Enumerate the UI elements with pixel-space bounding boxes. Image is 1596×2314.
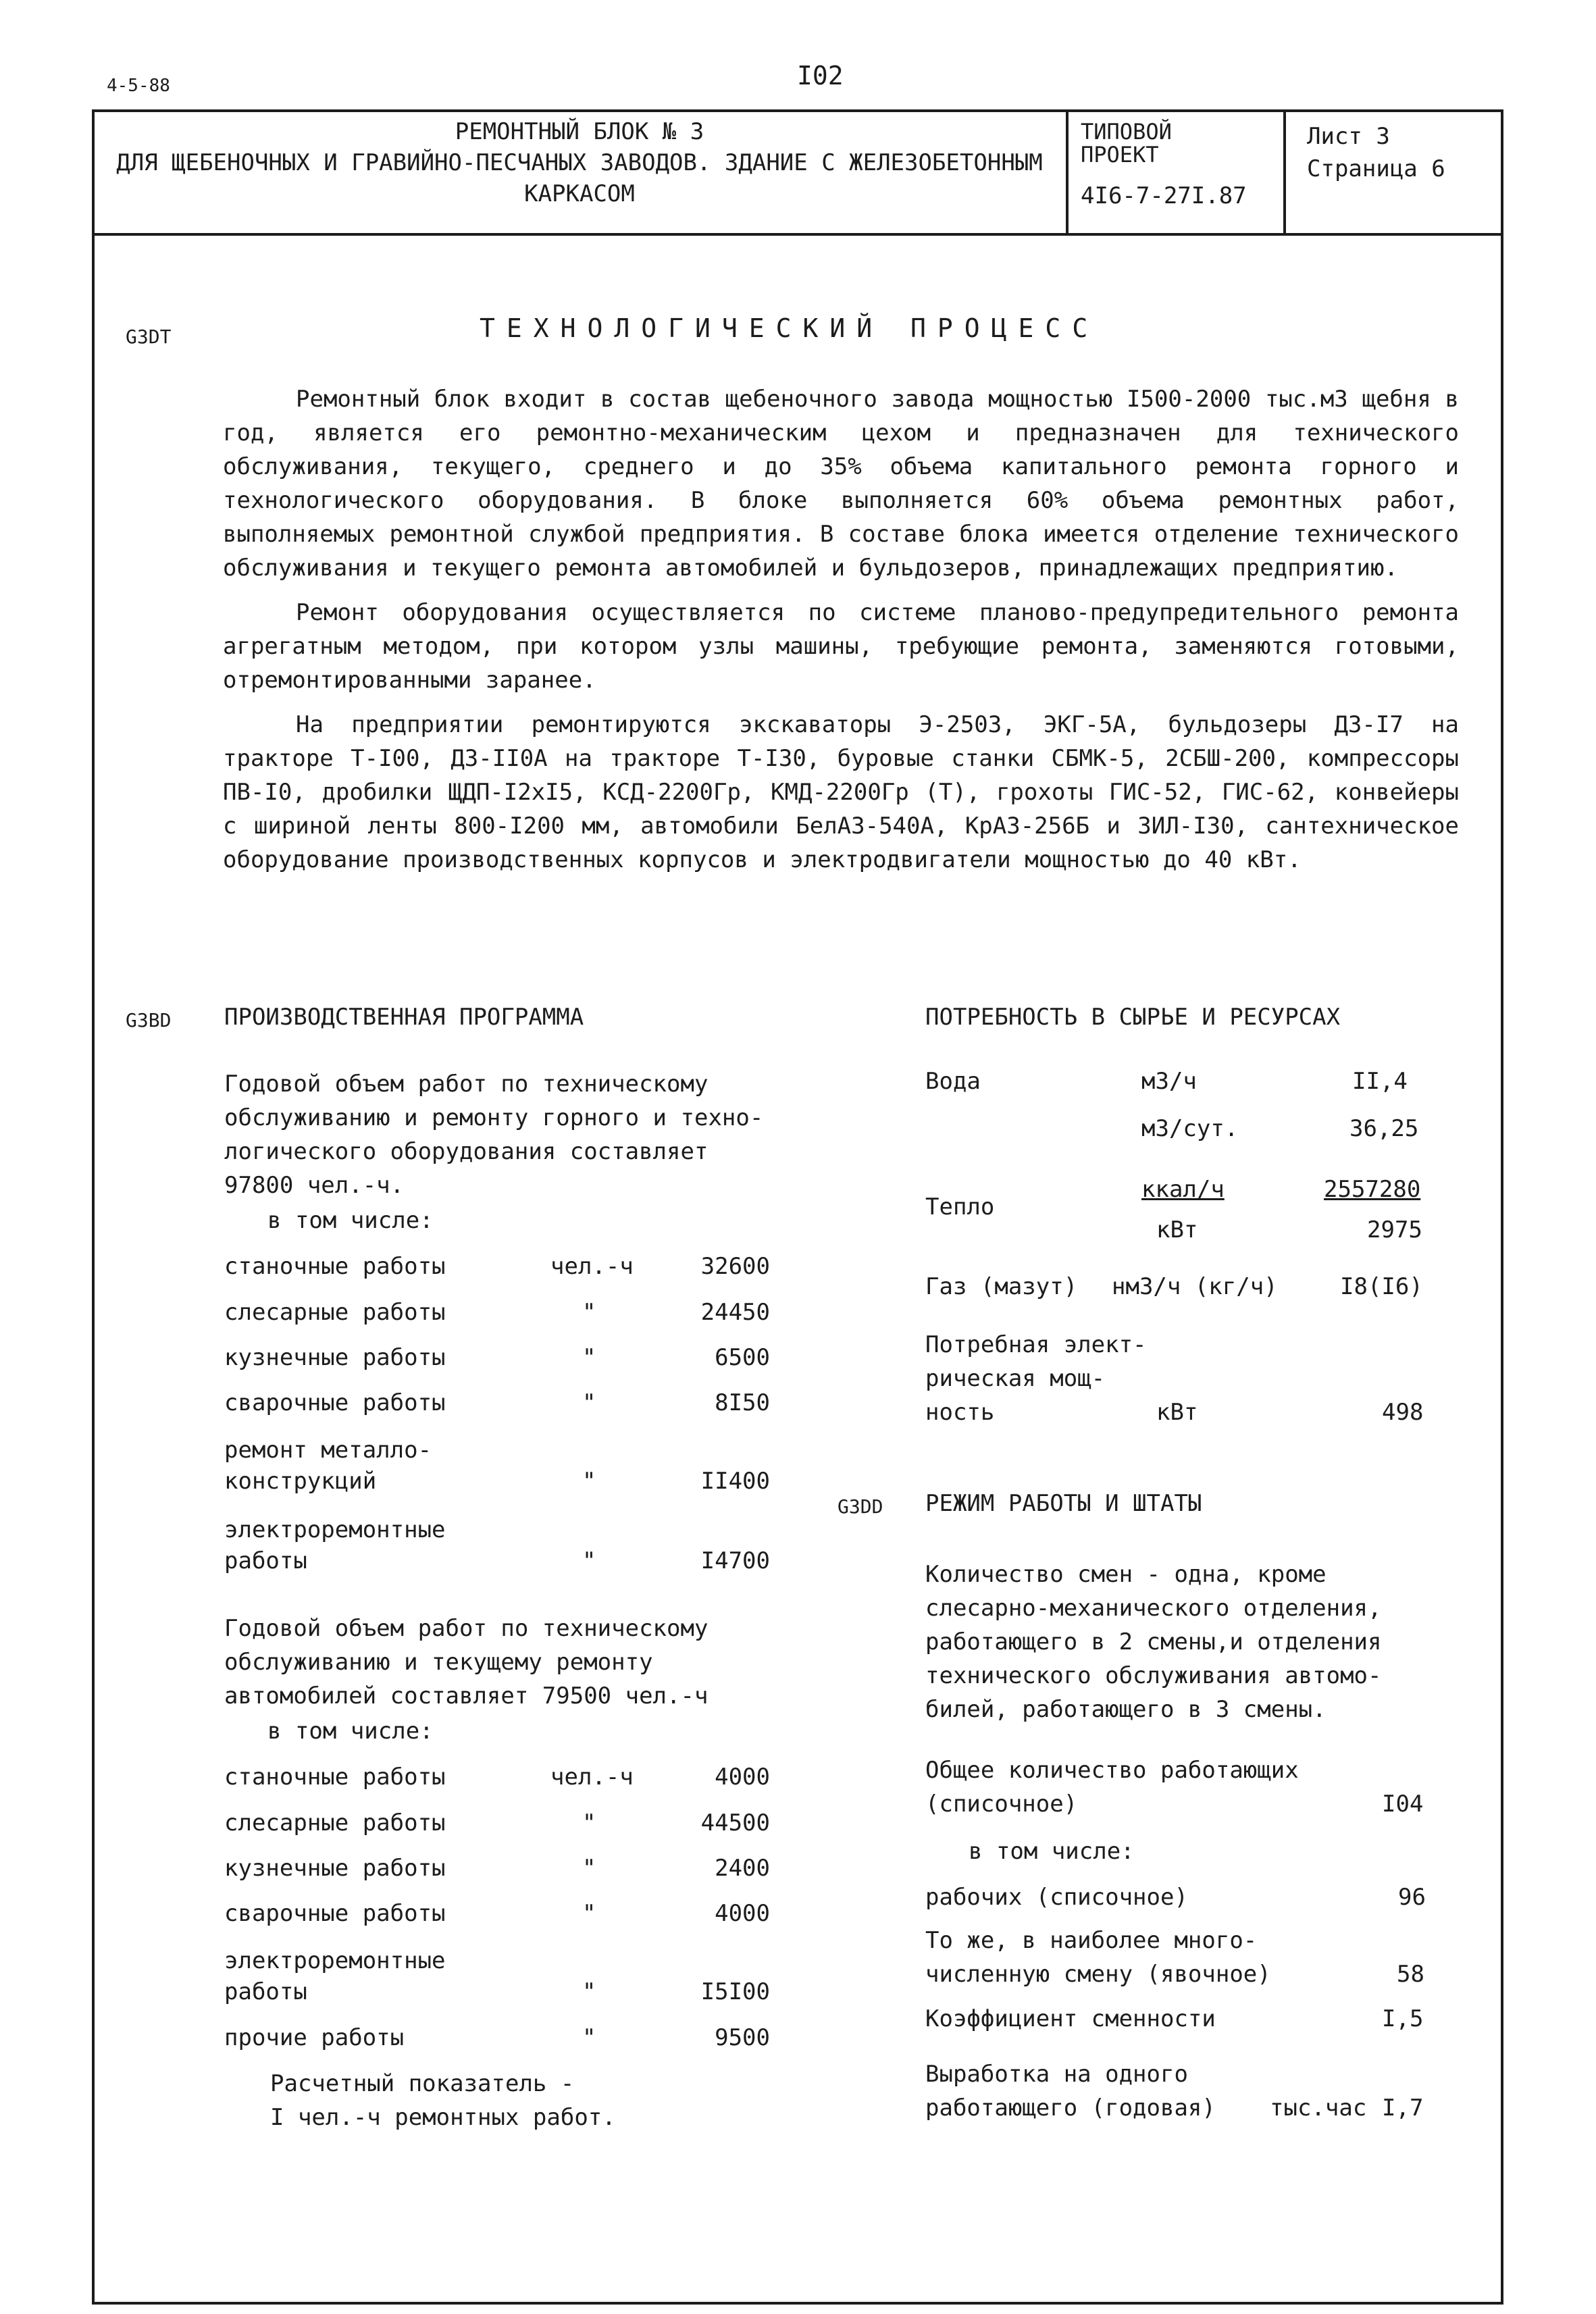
project-label-line: ПРОЕКТ — [1081, 142, 1159, 168]
gas-label: Газ (мазут) — [925, 1273, 1078, 1300]
section-heading: ТЕХНОЛОГИЧЕСКИЙ ПРОЦЕСС — [480, 313, 1100, 343]
max-shift-label: численную смену (явочное) — [925, 1961, 1271, 1988]
section-code: G3DD — [838, 1495, 883, 1518]
table-row — [0, 2015, 810, 2060]
text-line: рическая мощ- — [925, 1365, 1106, 1392]
heat-unit: кВт — [1156, 1216, 1198, 1243]
title-line: РЕМОНТНЫЙ БЛОК № 3 — [455, 118, 704, 145]
project-label-line: ТИПОВОЙ — [1081, 119, 1172, 145]
work-name: прочие работы — [224, 2024, 405, 2051]
work-value: II400 — [700, 1468, 770, 1495]
table-row — [0, 1801, 810, 1845]
total-label: Общее количество работающих — [925, 1757, 1299, 1784]
text-line: обслуживанию и ремонту горного и техно- — [224, 1104, 764, 1131]
heat-value: 2975 — [1367, 1216, 1422, 1243]
work-value: 24450 — [700, 1299, 770, 1326]
title-block-divider — [92, 233, 1503, 236]
text-line: работающего в 2 смены,и отделения — [925, 1628, 1382, 1655]
tech-process-text — [223, 382, 1459, 877]
paragraph: На предприятии ремонтируются экскаваторы Э-2503, ЭКГ-5А, бульдозеры ДЗ-I7 на тракторе Т-I00, ДЗ-II0А на тракторе Т-I30, буровые станки СБМК-5, 2СБШ-200, компрессоры ПВ-I0, дробилки ЩДП-I2хI5, КСД-2200Гр, КМД-2200Гр (Т), грохоты ГИС-52, ГИС-62, конвейеры с шириной ленты 800-I200 мм, автомобили БелАЗ-540А, КрАЗ-256Б и ЗИЛ-I30, сантехническое оборудование производственных корпусов и электродвигатели мощностью до 40 кВт. — [223, 711, 1459, 873]
work-unit: " — [582, 1855, 596, 1882]
section-code: G3BD — [126, 1009, 172, 1031]
table-row — [0, 1335, 810, 1380]
document-code: 4-5-88 — [107, 76, 170, 96]
text-line: Расчетный показатель - — [270, 2070, 575, 2097]
work-unit: " — [582, 2024, 596, 2051]
text-line: обслуживанию и текущему ремонту — [224, 1649, 653, 1676]
power-label — [925, 1328, 1147, 1429]
work-unit: чел.-ч — [550, 1253, 634, 1280]
output-label: работающего (годовая) — [925, 2094, 1216, 2122]
text-line: Годовой объем работ по техническому — [224, 1071, 709, 1098]
text-line: Потребная элект- — [925, 1331, 1147, 1358]
water-unit: м3/сут. — [1141, 1115, 1239, 1142]
work-name: станочные работы — [224, 1253, 446, 1280]
text-line: I чел.-ч ремонтных работ. — [270, 2104, 616, 2131]
table-row — [0, 1891, 810, 1936]
program-intro-vehicles — [224, 1612, 708, 1713]
work-name: сварочные работы — [224, 1389, 446, 1416]
output-value: I,7 — [1382, 2094, 1424, 2122]
work-name: сварочные работы — [224, 1900, 446, 1927]
work-unit: " — [582, 1299, 596, 1326]
text-line: автомобилей составляет 79500 чел.-ч — [224, 1682, 709, 1709]
page-number: I02 — [797, 61, 844, 91]
calc-indicator — [270, 2067, 616, 2134]
work-name: конструкций — [224, 1468, 377, 1495]
work-value: 6500 — [715, 1344, 770, 1371]
water-unit: м3/ч — [1141, 1068, 1197, 1095]
total-value: I04 — [1382, 1791, 1424, 1818]
section-code: G3DT — [126, 326, 172, 348]
table-row — [0, 1290, 810, 1335]
power-value: 498 — [1382, 1399, 1424, 1426]
work-name: кузнечные работы — [224, 1344, 446, 1371]
work-unit: " — [582, 1389, 596, 1416]
title-line: ДЛЯ ЩЕБЕНОЧНЫХ И ГРАВИЙНО-ПЕСЧАНЫХ ЗАВОДОВ. ЗДАНИЕ С ЖЕЛЕЗОБЕТОННЫМ — [116, 149, 1043, 176]
work-value: 44500 — [700, 1809, 770, 1836]
sheet-number: Лист 3 — [1307, 123, 1390, 150]
sheet-info — [1307, 120, 1445, 185]
work-unit: " — [582, 1547, 596, 1574]
work-unit: " — [582, 1900, 596, 1927]
section-heading: ПОТРЕБНОСТЬ В СЫРЬЕ И РЕСУРСАХ — [925, 1004, 1341, 1031]
heat-value: 2557280 — [1324, 1176, 1421, 1203]
work-unit: чел.-ч — [550, 1764, 634, 1791]
table-row — [0, 1244, 810, 1289]
work-value: 4000 — [715, 1764, 770, 1791]
workers-label: рабочих (списочное) — [925, 1884, 1188, 1911]
title-block-separator — [1066, 109, 1069, 234]
paragraph: Ремонт оборудования осуществляется по системе планово-предупредительного ремонта агрегатным методом, при котором узлы машины, требующие ремонта, заменяются готовыми, отремонтированными заранее. — [223, 599, 1459, 694]
work-value: 8I50 — [715, 1389, 770, 1416]
text-line: слесарно-механического отделения, — [925, 1595, 1382, 1622]
water-value: II,4 — [1352, 1068, 1408, 1095]
work-value: I4700 — [700, 1547, 770, 1574]
text-line: ность — [925, 1399, 995, 1426]
work-name: кузнечные работы — [224, 1855, 446, 1882]
gas-value: I8(I6) — [1340, 1273, 1423, 1300]
work-value: I5I00 — [700, 1978, 770, 2005]
table-row — [0, 1846, 810, 1891]
power-unit: кВт — [1156, 1399, 1198, 1426]
work-value: 4000 — [715, 1900, 770, 1927]
table-row — [0, 1970, 810, 2014]
text-line: Количество смен - одна, кроме — [925, 1561, 1327, 1588]
section-heading: РЕЖИМ РАБОТЫ И ШТАТЫ — [925, 1490, 1202, 1517]
coef-label: Коэффициент сменности — [925, 2005, 1216, 2032]
shifts-text — [925, 1558, 1382, 1726]
section-heading: ПРОИЗВОДСТВЕННАЯ ПРОГРАММА — [224, 1004, 584, 1031]
heat-unit: ккал/ч — [1141, 1176, 1225, 1203]
gas-unit: нм3/ч (кг/ч) — [1112, 1273, 1278, 1300]
project-code: 4I6-7-27I.87 — [1081, 182, 1247, 209]
workers-value: 96 — [1398, 1884, 1426, 1911]
water-value: 36,25 — [1349, 1115, 1419, 1142]
work-name: станочные работы — [224, 1764, 446, 1791]
max-shift-value: 58 — [1397, 1961, 1424, 1988]
paragraph: Ремонтный блок входит в состав щебеночного завода мощностью I500-2000 тыс.м3 щебня в год, является его ремонтно-механическим цехом и предназначен для технического обслуживания, текущего, среднего и до 35% объема капитального ремонта горного и технологического оборудования. В блоке выполняется 60% объема ремонтных работ, выполняемых ремонтной службой предприятия. В составе блока имеется отделение технического обслуживания и текущего ремонта автомобилей и бульдозеров, принадлежащих предприятию. — [223, 386, 1459, 582]
work-name: электроремонтные — [224, 1947, 446, 1974]
text-line: логического оборудования составляет — [224, 1138, 709, 1165]
water-label: Вода — [925, 1068, 981, 1095]
table-row — [0, 1459, 810, 1503]
in-total-label: в том числе: — [267, 1207, 434, 1234]
work-name: слесарные работы — [224, 1299, 446, 1326]
project-label — [1081, 120, 1172, 166]
work-unit: " — [582, 1344, 596, 1371]
work-name: ремонт металло- — [224, 1437, 432, 1464]
work-unit: " — [582, 1468, 596, 1495]
output-label: Выработка на одного — [925, 2061, 1188, 2088]
work-name: работы — [224, 1978, 307, 2005]
text-line: 97800 чел.-ч. — [224, 1172, 405, 1199]
table-row — [0, 1755, 810, 1799]
coef-value: I,5 — [1382, 2005, 1424, 2032]
work-unit: " — [582, 1978, 596, 2005]
work-name: электроремонтные — [224, 1516, 446, 1543]
text-line: Годовой объем работ по техническому — [224, 1615, 709, 1642]
title-block-separator — [1283, 109, 1286, 234]
work-name: работы — [224, 1547, 307, 1574]
output-unit: тыс.час — [1270, 2094, 1367, 2122]
title-line: КАРКАСОМ — [524, 180, 635, 207]
in-total-label: в том числе: — [969, 1838, 1135, 1865]
work-value: 9500 — [715, 2024, 770, 2051]
document-title — [95, 116, 1064, 209]
work-name: слесарные работы — [224, 1809, 446, 1836]
work-value: 32600 — [700, 1253, 770, 1280]
table-row — [0, 1539, 810, 1583]
text-line: билей, работающего в 3 смены. — [925, 1696, 1327, 1723]
heat-label: Тепло — [925, 1193, 995, 1220]
work-unit: " — [582, 1809, 596, 1836]
text-line: технического обслуживания автомо- — [925, 1662, 1382, 1689]
max-shift-label: То же, в наиболее много- — [925, 1927, 1258, 1954]
work-value: 2400 — [715, 1855, 770, 1882]
in-total-label: в том числе: — [267, 1718, 434, 1745]
total-label: (списочное) — [925, 1791, 1078, 1818]
page-label: Страница 6 — [1307, 155, 1445, 182]
program-intro — [224, 1067, 763, 1202]
table-row — [0, 1381, 810, 1425]
